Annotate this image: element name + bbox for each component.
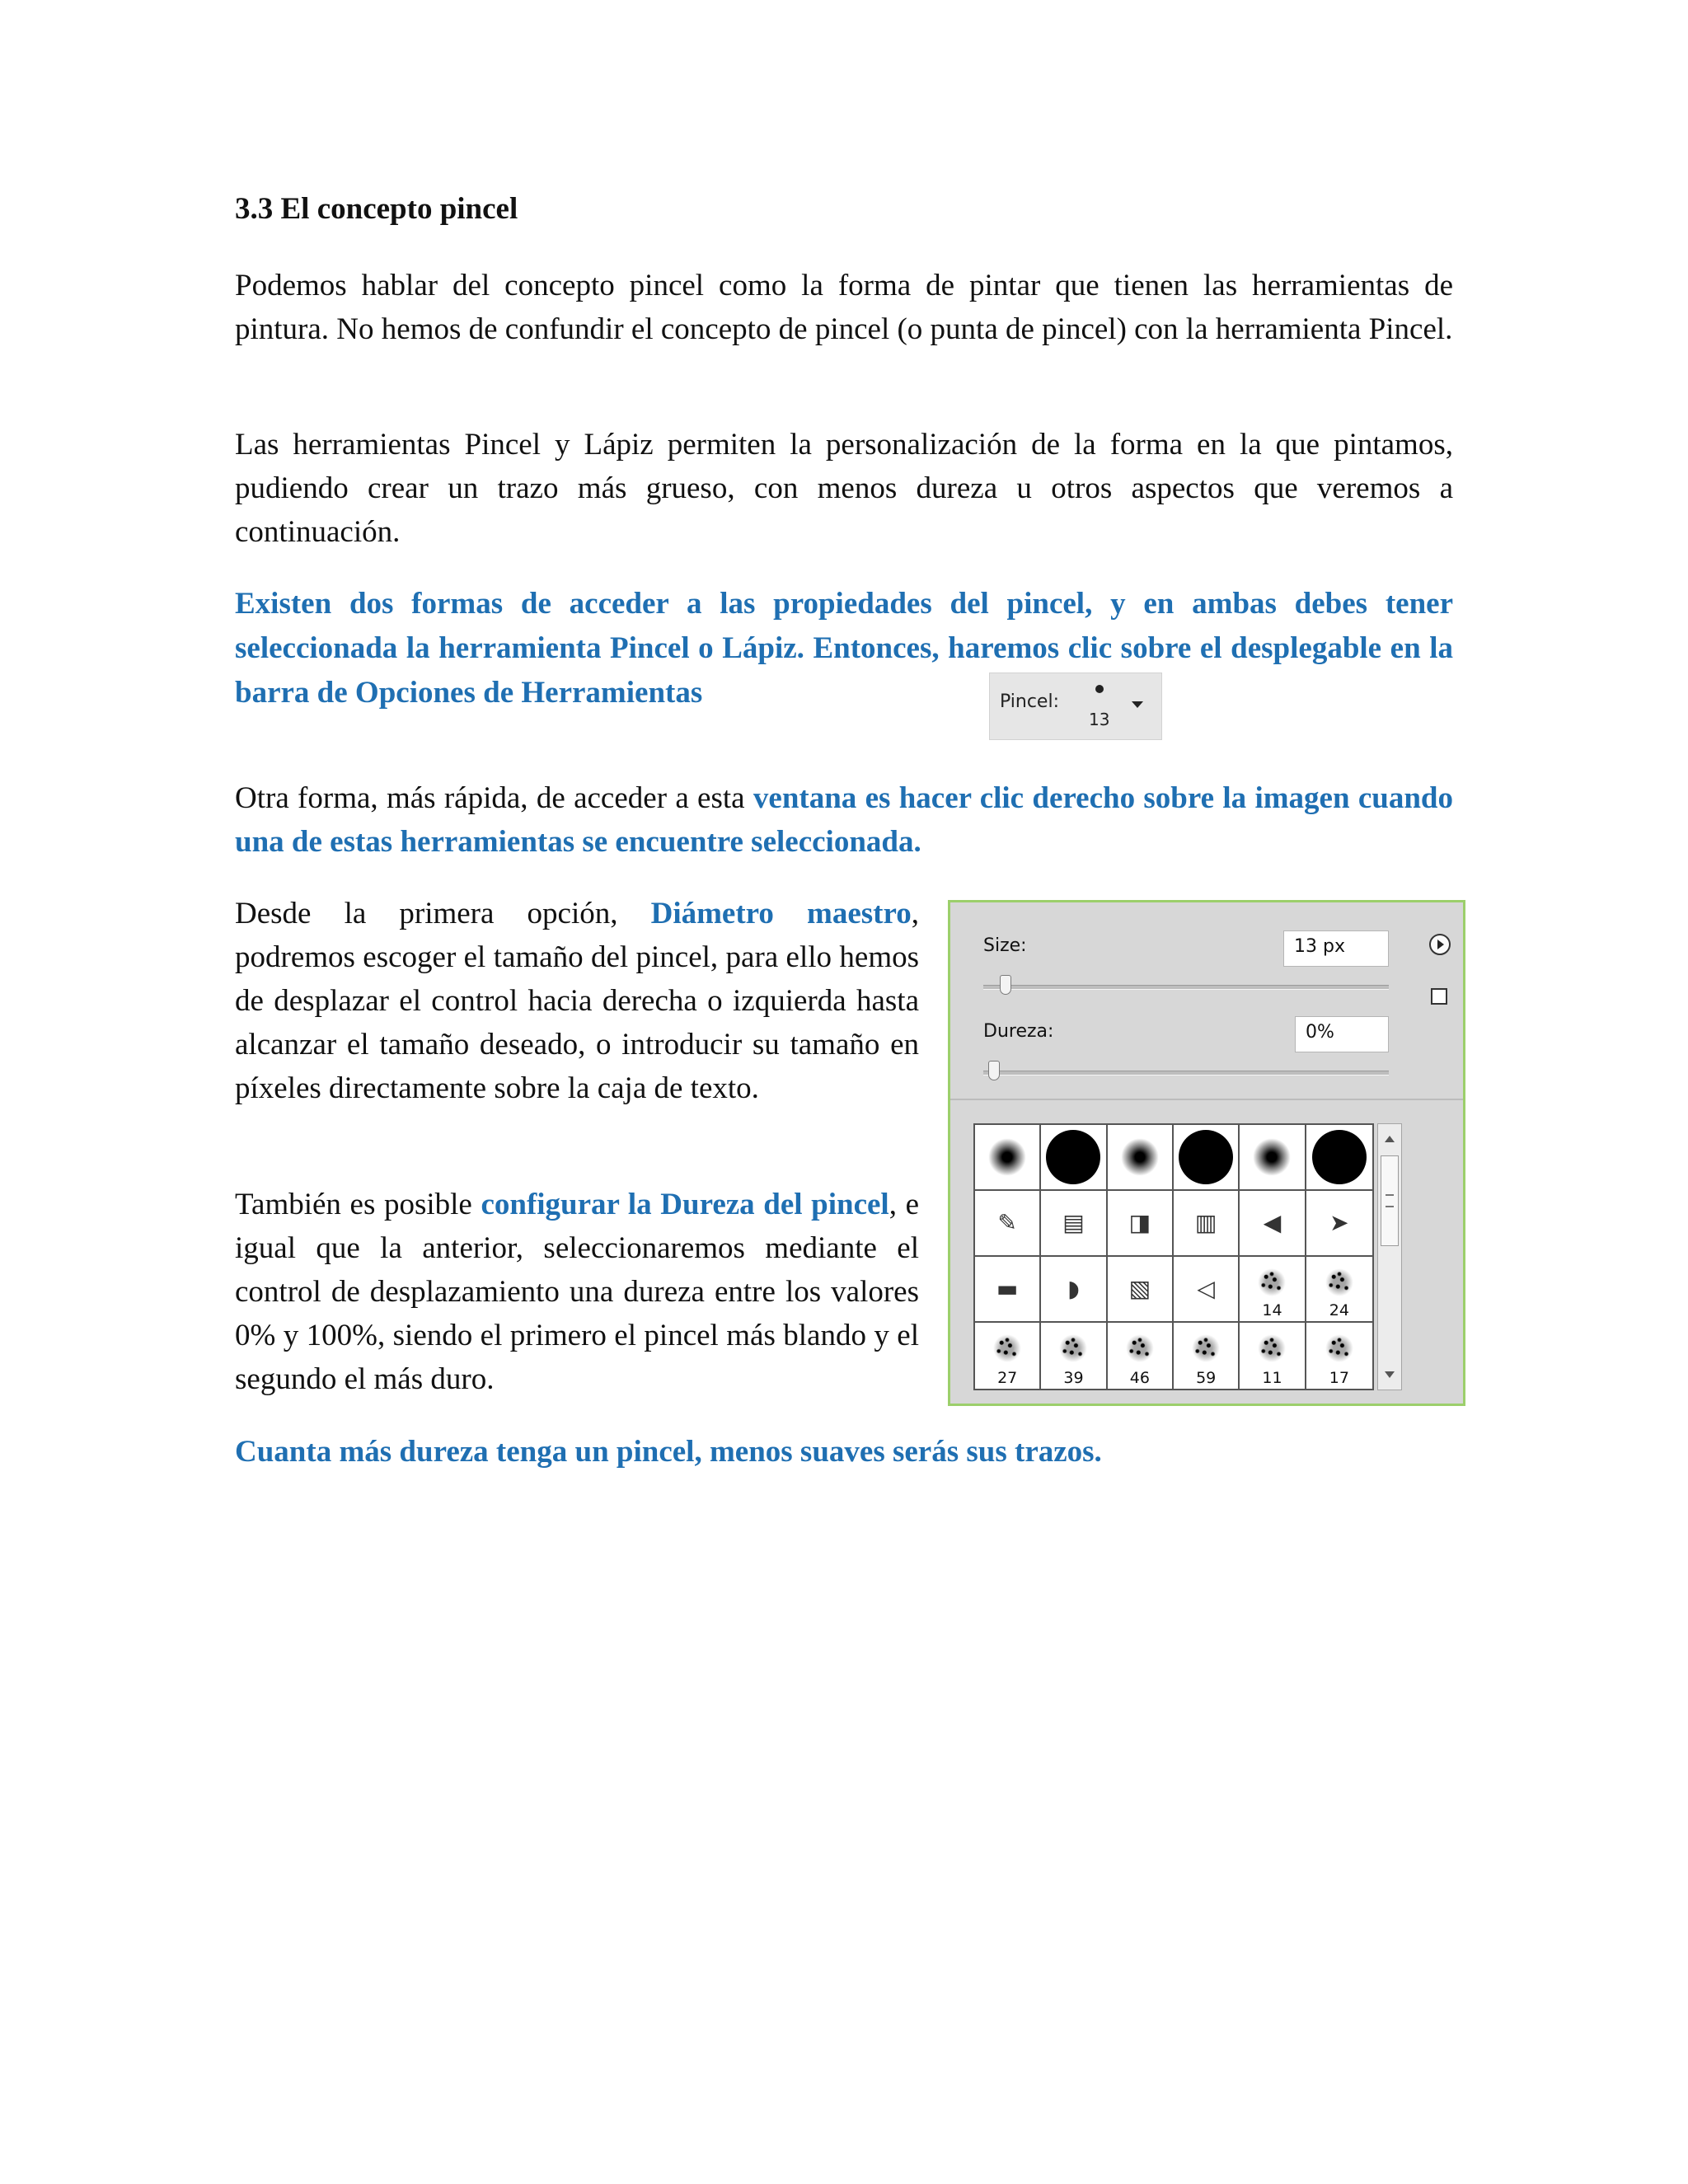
brush-size-label: 24 [1329, 1301, 1349, 1319]
brush-preset[interactable] [1108, 1125, 1174, 1191]
paragraph-access-highlight [235, 582, 1453, 715]
brush-preset[interactable] [1306, 1323, 1372, 1389]
hard-round-brush-icon [1046, 1130, 1100, 1184]
brush-grid-scrollbar[interactable] [1377, 1123, 1402, 1390]
brush-size-label: 39 [1063, 1369, 1084, 1387]
access-text: Existen dos formas de acceder a las propiedades del pincel, y en ambas debes tener seleccionada la herramienta Pincel o Lápiz. Entonces, haremos clic sobre el desplegable en la barra de Opciones de Herramientas [235, 587, 1453, 710]
brush-preset-grid [973, 1123, 1374, 1390]
brush-preset[interactable] [1041, 1323, 1107, 1389]
brush-tip-icon: ➤ [1329, 1209, 1349, 1236]
brush-tip-icon: ▧ [1128, 1275, 1151, 1302]
brush-tip-icon: ✎ [997, 1209, 1017, 1236]
scatter-brush-icon [1192, 1334, 1220, 1362]
brush-preset[interactable] [1108, 1191, 1174, 1257]
brush-toolbar-dropdown[interactable] [989, 673, 1162, 740]
panel-menu-icon[interactable] [1429, 934, 1451, 955]
brush-preset[interactable] [1306, 1257, 1372, 1323]
brush-preset[interactable] [1041, 1191, 1107, 1257]
brush-preset[interactable] [1174, 1125, 1240, 1191]
chevron-down-icon[interactable] [1132, 701, 1143, 708]
brush-preset[interactable] [1306, 1191, 1372, 1257]
brush-preset[interactable] [1240, 1257, 1306, 1323]
scatter-brush-icon [993, 1334, 1021, 1362]
section-heading: 3.3 El concepto pincel [235, 192, 518, 226]
brush-preset[interactable] [1041, 1125, 1107, 1191]
hardness-term: configurar la Dureza del pincel [481, 1188, 889, 1221]
brush-preset[interactable] [975, 1125, 1041, 1191]
paragraph-hardness [235, 1183, 919, 1401]
size-slider-thumb[interactable] [1000, 975, 1011, 995]
brush-size-label: 17 [1329, 1369, 1349, 1387]
scroll-down-icon[interactable] [1385, 1371, 1395, 1378]
brush-size-label: 14 [1262, 1301, 1282, 1319]
brush-preset[interactable] [975, 1257, 1041, 1323]
scatter-brush-icon [1325, 1268, 1353, 1296]
right-click-plain: Otra forma, más rápida, de acceder a esta [235, 781, 753, 815]
right-click-bold: ventana es hacer clic derecho sobre la imagen cuando una de estas herramientas se encuentre seleccionada. [235, 781, 1454, 859]
brush-preset[interactable] [1306, 1125, 1372, 1191]
paragraph-intro: Podemos hablar del concepto pincel como la forma de pintar que tienen las herramientas de pintura. No hemos de confundir el concepto de pincel (o punta de pincel) con la herramienta Pincel. [235, 269, 1453, 346]
brush-preset[interactable] [1240, 1323, 1306, 1389]
paragraph-diameter [235, 892, 919, 1110]
brush-preset[interactable] [975, 1191, 1041, 1257]
size-label: Size: [983, 935, 1027, 956]
brush-toolbar-label: Pincel: [1000, 691, 1059, 712]
brush-preset[interactable] [1174, 1257, 1240, 1323]
scatter-brush-icon [1325, 1334, 1353, 1362]
brush-preset[interactable] [975, 1323, 1041, 1389]
hardness-slider-thumb[interactable] [988, 1061, 1000, 1080]
diameter-text-a: Desde la primera opción, [235, 897, 651, 930]
brush-size-value: 13 [1089, 710, 1110, 729]
brush-tip-icon: ▥ [1194, 1209, 1217, 1236]
brush-preset-panel [948, 900, 1465, 1406]
brush-preset[interactable] [1240, 1191, 1306, 1257]
size-slider-track[interactable] [983, 985, 1389, 990]
brush-tip-icon [1095, 685, 1104, 693]
hardness-field[interactable]: 0% [1295, 1016, 1389, 1052]
brush-preset[interactable] [1174, 1191, 1240, 1257]
brush-tip-icon: ◀ [1263, 1209, 1282, 1236]
hardness-text-b: , e igual que la anterior, seleccionaremos mediante el control de desplazamiento una dureza entre los valores 0% y 100%, siendo el primero el pincel más blando y el segundo el más duro. [235, 1188, 919, 1396]
scatter-brush-icon [1126, 1334, 1154, 1362]
brush-tip-icon: ◗ [1067, 1275, 1080, 1302]
scatter-brush-icon [1059, 1334, 1087, 1362]
diameter-term: Diámetro maestro [650, 897, 912, 930]
brush-tip-icon: ◨ [1128, 1209, 1151, 1236]
brush-size-label: 59 [1196, 1369, 1217, 1387]
hard-round-brush-icon [1312, 1130, 1367, 1184]
scroll-up-icon[interactable] [1385, 1136, 1395, 1142]
soft-round-brush-icon [1121, 1138, 1159, 1176]
soft-round-brush-icon [1253, 1138, 1291, 1176]
panel-divider [950, 1099, 1463, 1100]
scatter-brush-icon [1258, 1268, 1286, 1296]
brush-size-label: 46 [1129, 1369, 1150, 1387]
paragraph-tools: Las herramientas Pincel y Lápiz permiten la personalización de la forma en la que pintamos, pudiendo crear un trazo más grueso, con menos dureza u otros aspectos que veremos a continuación. [235, 428, 1453, 549]
scatter-brush-icon [1258, 1334, 1286, 1362]
new-preset-icon[interactable] [1431, 988, 1447, 1005]
paragraph-right-click [235, 776, 1453, 864]
brush-preset[interactable] [1174, 1323, 1240, 1389]
paragraph-conclusion: Cuanta más dureza tenga un pincel, menos suaves serás sus trazos. [235, 1435, 1102, 1469]
diameter-text-b: , podremos escoger el tamaño del pincel, para ello hemos de desplazar el control hacia derecha o izquierda hasta alcanzar el tamaño deseado, o introducir su tamaño en píxeles directamente sobre la caja de texto. [235, 897, 919, 1105]
brush-preset[interactable] [1240, 1125, 1306, 1191]
soft-round-brush-icon [988, 1138, 1026, 1176]
brush-tip-icon: ◁ [1197, 1275, 1215, 1302]
brush-preset[interactable] [1041, 1257, 1107, 1323]
brush-preset[interactable] [1108, 1257, 1174, 1323]
brush-size-label: 11 [1262, 1369, 1282, 1387]
brush-size-label: 27 [997, 1369, 1018, 1387]
hardness-slider-track[interactable] [983, 1071, 1389, 1076]
hardness-text-a: También es posible [235, 1188, 481, 1221]
brush-tip-icon: ▬ [996, 1275, 1019, 1302]
size-field[interactable]: 13 px [1283, 930, 1389, 967]
scroll-thumb[interactable] [1381, 1155, 1399, 1246]
brush-tip-icon: ▤ [1062, 1209, 1085, 1236]
hard-round-brush-icon [1179, 1130, 1233, 1184]
hardness-label: Dureza: [983, 1021, 1054, 1042]
brush-preset[interactable] [1108, 1323, 1174, 1389]
